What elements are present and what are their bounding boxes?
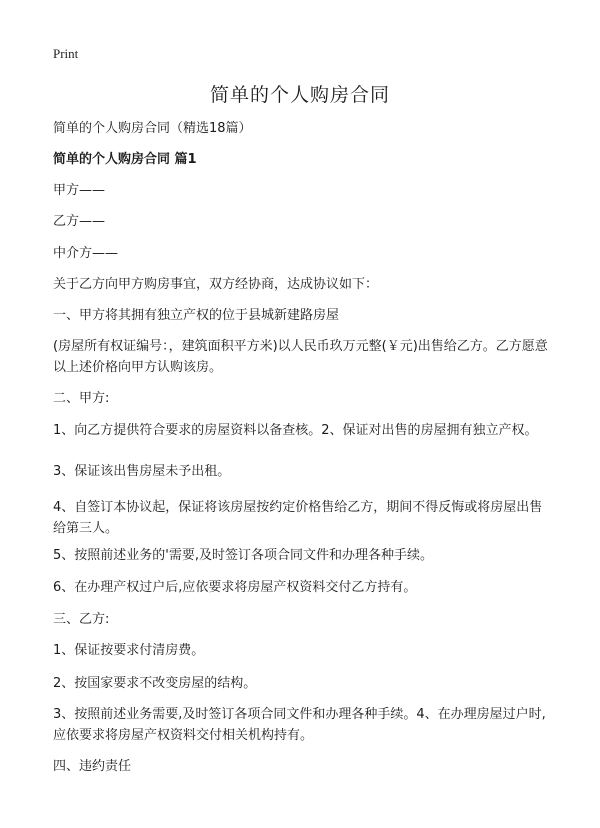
document-subtitle: 简单的个人购房合同（精选18篇） xyxy=(53,121,252,136)
party-b-item-1: 1、保证按要求付清房费。 xyxy=(53,643,205,658)
party-a-item-3: 3、保证该出售房屋未予出租。 xyxy=(53,464,231,479)
party-a-item-5: 5、按照前述业务的'需要,及时签订各项合同文件和办理各种手续。 xyxy=(53,548,433,563)
party-b-item-3-4: 3、按照前述业务需要,及时签订各项合同文件和办理各种手续。4、在办理房屋过户时,应依要求将房屋产权资料交付相关机构持有。 xyxy=(53,707,546,743)
agent-line: 中介方—— xyxy=(53,246,119,261)
party-a-item-1-2: 1、向乙方提供符合要求的房屋资料以备查核。2、保证对出售的房屋拥有独立产权。 xyxy=(53,423,538,438)
party-a-item-4: 4、自签订本协议起，保证将该房屋按约定价格售给乙方，期间不得反悔或将房屋出售给第三人。 xyxy=(53,500,543,536)
party-a-line: 甲方—— xyxy=(53,183,106,198)
intro-paragraph: 关于乙方向甲方购房事宜，双方经协商，达成协议如下： xyxy=(53,277,379,292)
clause-4-heading: 四、违约责任 xyxy=(53,759,132,774)
clause-3-heading: 三、乙方: xyxy=(53,612,110,627)
clause-2-heading: 二、甲方: xyxy=(53,391,110,406)
clause-1-detail: (房屋所有权证编号：，建筑面积平方米)以人民币玖万元整(￥元)出售给乙方。乙方愿意以上述价格向甲方认购该房。 xyxy=(53,339,548,375)
clause-1: 一、甲方将其拥有独立产权的位于县城新建路房屋 xyxy=(53,308,340,323)
party-b-item-2: 2、按国家要求不改变房屋的结构。 xyxy=(53,676,257,691)
print-link[interactable]: Print xyxy=(53,46,79,61)
section-heading: 简单的个人购房合同 篇1 xyxy=(53,152,197,167)
party-b-line: 乙方—— xyxy=(53,214,106,229)
party-a-item-6: 6、在办理产权过户后,应依要求将房屋产权资料交付乙方持有。 xyxy=(53,580,417,595)
document-title: 简单的个人购房合同 xyxy=(209,84,390,106)
